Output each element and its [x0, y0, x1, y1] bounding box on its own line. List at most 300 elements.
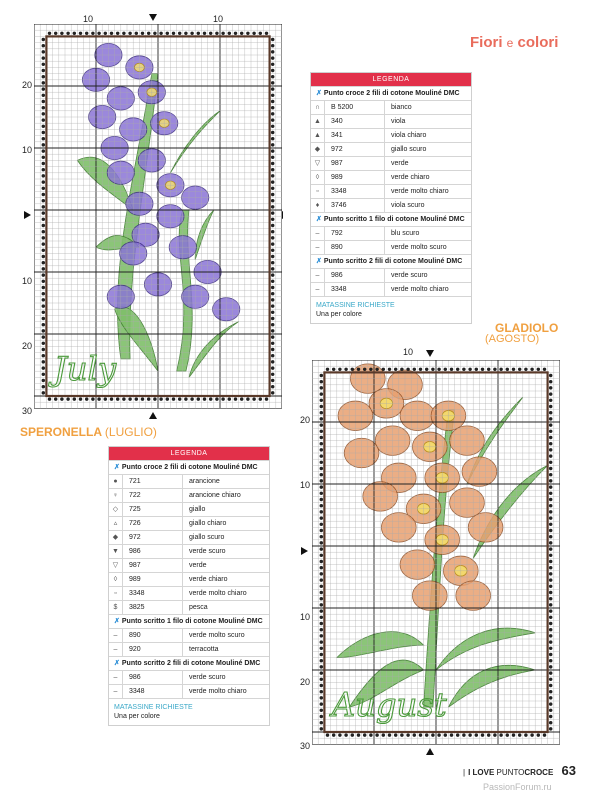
dmc-code: 890	[325, 241, 385, 254]
frame-dot	[549, 560, 552, 563]
color-name: arancione	[189, 478, 220, 485]
legend-section-label: Punto scritto 1 filo di cotone Mouliné DMC	[121, 618, 263, 625]
frame-dot	[320, 374, 323, 377]
dmc-code: 726	[123, 517, 183, 530]
dmc-code: 3348	[123, 685, 183, 698]
frame-dot	[259, 32, 262, 35]
skeins-text: Una per colore	[316, 311, 362, 318]
frame-dot	[147, 32, 150, 35]
frame-dot	[549, 399, 552, 402]
right-center-left-arrow	[301, 547, 308, 555]
color-name: verde scuro	[189, 674, 226, 681]
legend-section-title	[311, 212, 471, 226]
color-name: verde molto chiaro	[391, 188, 449, 195]
frame-dot	[178, 32, 181, 35]
frame-dot	[252, 32, 255, 35]
stitched-word: August	[331, 685, 447, 724]
frame-dot	[549, 554, 552, 557]
skeins-text: Una per colore	[114, 713, 160, 720]
page-number: 63	[561, 763, 576, 778]
frame-dot	[549, 423, 552, 426]
frame-dot	[166, 32, 169, 35]
frame-dot	[104, 32, 107, 35]
frame-dot	[549, 684, 552, 687]
dmc-code: 989	[123, 573, 183, 586]
frame-dot	[320, 702, 323, 705]
frame-dot	[499, 733, 502, 736]
symbol-icon: ▫	[311, 185, 325, 198]
frame-dot	[549, 492, 552, 495]
skeins-title: MATASSINE RICHIESTE	[114, 704, 193, 711]
frame-dot	[320, 405, 323, 408]
frame-dot	[549, 485, 552, 488]
symbol-icon: ▲	[311, 115, 325, 128]
frame-dot	[320, 690, 323, 693]
frame-dot	[549, 566, 552, 569]
frame-dot	[265, 32, 268, 35]
frame-dot	[271, 137, 274, 140]
frame-dot	[320, 616, 323, 619]
right-side-label-10a: 10	[300, 480, 311, 490]
frame-dot	[42, 373, 45, 376]
dmc-code: 340	[325, 115, 385, 128]
symbol-icon: ◇	[109, 503, 123, 516]
frame-dot	[271, 211, 274, 214]
frame-dot	[271, 174, 274, 177]
legend-violet-flower	[310, 72, 472, 324]
frame-dot	[549, 430, 552, 433]
frame-dot	[320, 485, 323, 488]
legend-section-label: Punto scritto 2 fili di cotone Mouliné DMC	[323, 258, 463, 265]
frame-dot	[320, 535, 323, 538]
frame-dot	[42, 323, 45, 326]
frame-dot	[271, 44, 274, 47]
frame-dot	[228, 397, 231, 400]
frame-dot	[320, 665, 323, 668]
frame-dot	[326, 368, 329, 371]
frame-dot	[320, 479, 323, 482]
frame-dot	[60, 32, 63, 35]
frame-dot	[42, 38, 45, 41]
symbol-icon: ◊	[109, 573, 123, 586]
frame-dot	[42, 156, 45, 159]
frame-dot	[73, 397, 76, 400]
frame-dot	[240, 32, 243, 35]
dmc-code: 986	[123, 671, 183, 684]
frame-dot	[549, 609, 552, 612]
frame-dot	[543, 368, 546, 371]
frame-dot	[42, 261, 45, 264]
frame-dot	[271, 224, 274, 227]
frame-dot	[42, 218, 45, 221]
frame-dot	[271, 87, 274, 90]
color-name: verde molto scuro	[189, 632, 245, 639]
color-name: verde chiaro	[391, 174, 430, 181]
frame-dot	[42, 342, 45, 345]
frame-dot	[79, 397, 82, 400]
frame-dot	[271, 379, 274, 382]
frame-dot	[549, 653, 552, 656]
right-center-bottom-arrow	[426, 748, 434, 755]
frame-dot	[320, 516, 323, 519]
symbol-icon: ◆	[311, 143, 325, 156]
frame-dot	[320, 709, 323, 712]
frame-dot	[537, 733, 540, 736]
frame-dot	[271, 205, 274, 208]
frame-dot	[320, 684, 323, 687]
symbol-icon: ▫	[109, 587, 123, 600]
frame-dot	[419, 368, 422, 371]
dmc-code: 987	[325, 157, 385, 170]
frame-dot	[271, 50, 274, 53]
frame-dot	[444, 368, 447, 371]
legend-footer	[311, 296, 471, 323]
frame-dot	[159, 397, 162, 400]
frame-dot	[271, 125, 274, 128]
frame-dot	[363, 733, 366, 736]
frame-dot	[351, 733, 354, 736]
cross-mark-icon: ✗	[114, 618, 120, 625]
frame-dot	[42, 298, 45, 301]
frame-dot	[320, 603, 323, 606]
frame-dot	[42, 106, 45, 109]
dmc-code: 920	[123, 643, 183, 656]
frame-dot	[332, 733, 335, 736]
frame-dot	[549, 504, 552, 507]
frame-dot	[320, 572, 323, 575]
dmc-code: 341	[325, 129, 385, 142]
frame-dot	[42, 87, 45, 90]
frame-dot	[320, 386, 323, 389]
title-word-2: colori	[517, 34, 559, 51]
frame-dot	[549, 603, 552, 606]
cross-mark-icon: ✗	[316, 216, 322, 223]
frame-dot	[42, 236, 45, 239]
left-center-top-arrow	[149, 14, 157, 21]
frame-dot	[215, 32, 218, 35]
symbol-icon: ●	[109, 475, 123, 488]
symbol-icon: –	[109, 643, 123, 656]
left-side-label-20a: 20	[22, 80, 33, 90]
symbol-icon: ◆	[109, 531, 123, 544]
color-name: verde scuro	[189, 548, 226, 555]
color-name: verde scuro	[391, 272, 428, 279]
frame-dot	[549, 578, 552, 581]
frame-dot	[271, 199, 274, 202]
frame-dot	[153, 397, 156, 400]
frame-dot	[271, 385, 274, 388]
dmc-code: 3348	[325, 283, 385, 296]
frame-dot	[413, 368, 416, 371]
legend-row	[109, 488, 269, 502]
frame-dot	[320, 492, 323, 495]
frame-dot	[42, 242, 45, 245]
frame-dot	[406, 733, 409, 736]
frame-dot	[271, 180, 274, 183]
legend-section-title	[109, 614, 269, 628]
color-name: verde molto scuro	[391, 244, 447, 251]
left-center-left-arrow	[24, 211, 31, 219]
frame-dot	[42, 366, 45, 369]
frame-dot	[462, 733, 465, 736]
frame-dot	[549, 498, 552, 501]
frame-dot	[512, 733, 515, 736]
right-center-top-arrow	[426, 350, 434, 357]
frame-dot	[326, 733, 329, 736]
frame-dot	[66, 32, 69, 35]
frame-dot	[153, 32, 156, 35]
frame-dot	[91, 397, 94, 400]
dmc-code: 3348	[325, 185, 385, 198]
legend-row	[311, 198, 471, 212]
section-title	[470, 34, 558, 51]
frame-dot	[135, 397, 138, 400]
frame-dot	[203, 32, 206, 35]
frame-dot	[549, 572, 552, 575]
frame-dot	[320, 411, 323, 414]
frame-dot	[549, 448, 552, 451]
frame-dot	[320, 423, 323, 426]
frame-dot	[537, 368, 540, 371]
frame-dot	[549, 647, 552, 650]
legend-row	[109, 642, 269, 656]
frame-dot	[271, 236, 274, 239]
frame-dot	[271, 335, 274, 338]
frame-dot	[549, 727, 552, 730]
legend-gladiolus	[108, 446, 270, 726]
frame-dot	[271, 267, 274, 270]
frame-dot	[110, 32, 113, 35]
frame-dot	[344, 368, 347, 371]
frame-dot	[271, 255, 274, 258]
frame-dot	[549, 671, 552, 674]
frame-dot	[450, 733, 453, 736]
frame-dot	[259, 397, 262, 400]
frame-dot	[42, 174, 45, 177]
frame-dot	[431, 368, 434, 371]
frame-dot	[271, 156, 274, 159]
cross-mark-icon: ✗	[114, 660, 120, 667]
frame-dot	[549, 640, 552, 643]
symbol-icon: ▲	[311, 129, 325, 142]
frame-dot	[549, 523, 552, 526]
frame-dot	[184, 397, 187, 400]
frame-dot	[42, 311, 45, 314]
frame-dot	[320, 498, 323, 501]
symbol-icon: ▽	[311, 157, 325, 170]
legend-row	[311, 240, 471, 254]
dmc-code: 721	[123, 475, 183, 488]
frame-dot	[549, 541, 552, 544]
color-name: verde molto chiaro	[391, 286, 449, 293]
right-cross-stitch-chart	[312, 360, 560, 748]
frame-dot	[190, 397, 193, 400]
left-side-label-30: 30	[22, 406, 33, 416]
frame-dot	[42, 50, 45, 53]
frame-dot	[543, 733, 546, 736]
frame-dot	[549, 417, 552, 420]
frame-dot	[203, 397, 206, 400]
frame-dot	[549, 585, 552, 588]
footer-brand-b: CROCE	[524, 768, 554, 777]
frame-dot	[549, 721, 552, 724]
color-name: bianco	[391, 104, 412, 111]
right-chart-svg	[312, 360, 560, 748]
frame-dot	[549, 616, 552, 619]
frame-dot	[394, 368, 397, 371]
frame-dot	[271, 193, 274, 196]
legend-row	[109, 670, 269, 684]
frame-dot	[462, 368, 465, 371]
frame-dot	[549, 696, 552, 699]
frame-dot	[135, 32, 138, 35]
frame-dot	[506, 368, 509, 371]
frame-dot	[42, 205, 45, 208]
frame-dot	[271, 304, 274, 307]
watermark: PassionForum.ru	[483, 782, 552, 792]
frame-dot	[271, 230, 274, 233]
frame-dot	[246, 32, 249, 35]
frame-dot	[549, 461, 552, 464]
frame-dot	[48, 32, 51, 35]
frame-dot	[468, 733, 471, 736]
frame-dot	[481, 733, 484, 736]
frame-dot	[320, 454, 323, 457]
frame-dot	[97, 397, 100, 400]
frame-dot	[549, 473, 552, 476]
color-name: verde molto chiaro	[189, 688, 247, 695]
frame-dot	[400, 368, 403, 371]
frame-dot	[320, 653, 323, 656]
frame-dot	[549, 634, 552, 637]
right-side-label-30: 30	[300, 741, 311, 751]
right-top-label: 10	[403, 347, 414, 357]
frame-dot	[271, 317, 274, 320]
frame-dot	[48, 397, 51, 400]
frame-dot	[549, 622, 552, 625]
frame-dot	[320, 430, 323, 433]
frame-dot	[42, 335, 45, 338]
frame-dot	[320, 417, 323, 420]
frame-dot	[437, 368, 440, 371]
legend-section-title	[109, 656, 269, 670]
legend-row	[311, 282, 471, 296]
frame-dot	[375, 368, 378, 371]
frame-dot	[271, 292, 274, 295]
frame-dot	[228, 32, 231, 35]
frame-dot	[320, 436, 323, 439]
frame-dot	[271, 360, 274, 363]
frame-dot	[42, 329, 45, 332]
frame-dot	[147, 397, 150, 400]
frame-dot	[42, 273, 45, 276]
frame-dot	[338, 368, 341, 371]
symbol-icon: –	[109, 671, 123, 684]
frame-dot	[42, 100, 45, 103]
frame-dot	[493, 368, 496, 371]
frame-dot	[549, 665, 552, 668]
frame-dot	[178, 397, 181, 400]
legend-row	[311, 184, 471, 198]
title-join: e	[506, 36, 514, 50]
legend-section-title	[311, 254, 471, 268]
color-name: giallo	[189, 506, 206, 513]
frame-dot	[320, 461, 323, 464]
frame-dot	[271, 143, 274, 146]
legend-row	[109, 544, 269, 558]
frame-dot	[549, 597, 552, 600]
frame-dot	[549, 535, 552, 538]
legend-row	[311, 268, 471, 282]
frame-dot	[320, 721, 323, 724]
dmc-code: 725	[123, 503, 183, 516]
frame-dot	[42, 162, 45, 165]
frame-dot	[363, 368, 366, 371]
frame-dot	[54, 397, 57, 400]
dmc-code: 792	[325, 227, 385, 240]
skeins-title: MATASSINE RICHIESTE	[316, 302, 395, 309]
frame-dot	[197, 32, 200, 35]
frame-dot	[320, 622, 323, 625]
symbol-icon: –	[311, 269, 325, 282]
frame-dot	[271, 373, 274, 376]
frame-dot	[159, 32, 162, 35]
legend-row	[109, 516, 269, 530]
frame-dot	[320, 634, 323, 637]
left-cross-stitch-chart	[34, 24, 282, 412]
frame-dot	[320, 448, 323, 451]
frame-dot	[122, 32, 125, 35]
frame-dot	[320, 473, 323, 476]
frame-dot	[320, 392, 323, 395]
footer-bar: |	[463, 768, 466, 777]
frame-dot	[85, 32, 88, 35]
color-name: verde	[189, 562, 207, 569]
frame-dot	[42, 249, 45, 252]
frame-dot	[215, 397, 218, 400]
symbol-icon: ▼	[109, 545, 123, 558]
frame-dot	[320, 547, 323, 550]
frame-dot	[271, 298, 274, 301]
frame-dot	[450, 368, 453, 371]
right-side-label-10b: 10	[300, 612, 311, 622]
legend-row	[311, 170, 471, 184]
frame-dot	[42, 180, 45, 183]
frame-dot	[122, 397, 125, 400]
frame-dot	[42, 304, 45, 307]
symbol-icon: ∩	[311, 101, 325, 114]
color-name: pesca	[189, 604, 208, 611]
frame-dot	[42, 360, 45, 363]
frame-dot	[487, 733, 490, 736]
frame-dot	[209, 32, 212, 35]
symbol-icon: –	[311, 283, 325, 296]
frame-dot	[271, 242, 274, 245]
frame-dot	[549, 516, 552, 519]
legend-row	[311, 100, 471, 114]
frame-dot	[166, 397, 169, 400]
frame-dot	[351, 368, 354, 371]
frame-dot	[456, 368, 459, 371]
color-name: terracotta	[189, 646, 219, 653]
frame-dot	[375, 733, 378, 736]
frame-dot	[271, 391, 274, 394]
frame-dot	[320, 609, 323, 612]
dmc-code: 3746	[325, 199, 385, 212]
frame-dot	[252, 397, 255, 400]
frame-dot	[271, 106, 274, 109]
frame-dot	[271, 348, 274, 351]
